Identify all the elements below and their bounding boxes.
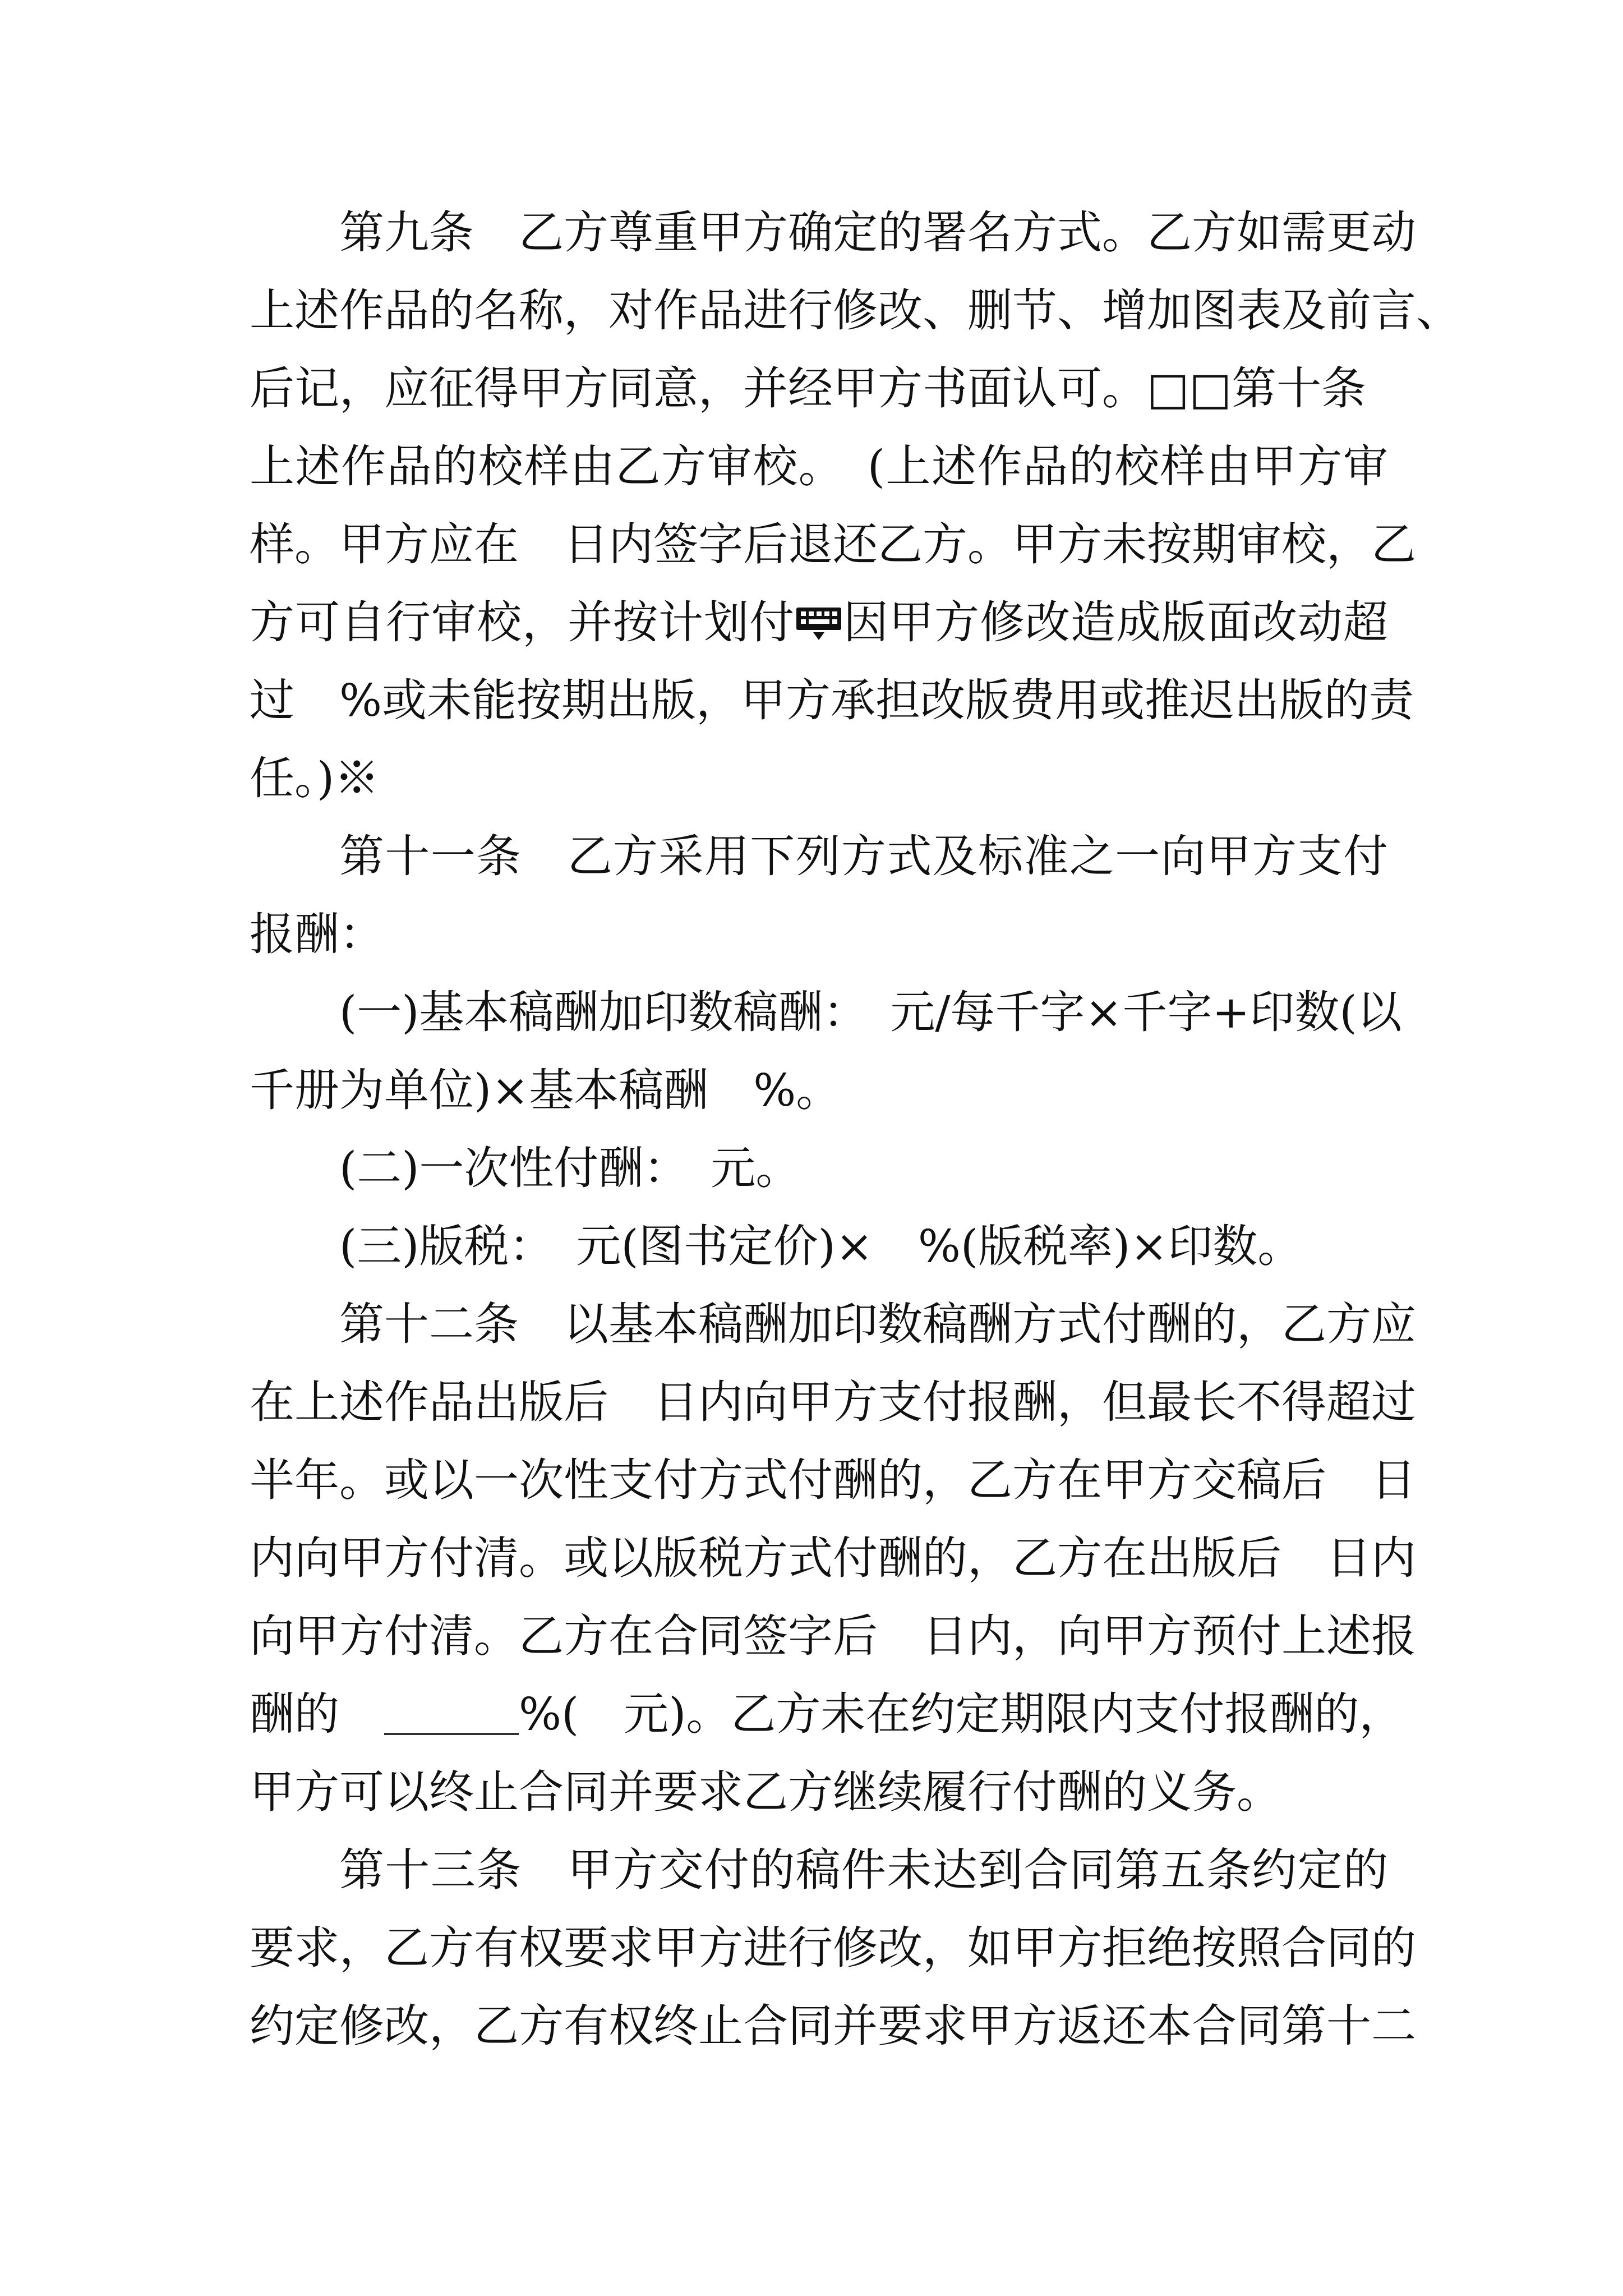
text-line: 甲方可以终止合同并要求乙方继续履行付酬的义务。 [250, 1766, 1281, 1818]
text-segment: 方可自行审校，并按计划付 [250, 596, 795, 648]
text-line: 第九条 乙方尊重甲方确定的署名方式。乙方如需更动 [339, 206, 1416, 259]
text-line: 样。甲方应在 日内签字后退还乙方。甲方未按期审校，乙 [250, 518, 1416, 570]
document-page [250, 194, 1461, 2065]
text-line: 要求，乙方有权要求甲方进行修改，如甲方拒绝按照合同的 [250, 1922, 1416, 1974]
text-line: 第十三条 甲方交付的稿件未达到合同第五条约定的 [339, 1844, 1388, 1896]
text-line: 过 %或未能按期出版，甲方承担改版费用或推迟出版的责 [250, 674, 1414, 726]
text-line: 后记，应征得甲方同意，并经甲方书面认可。□□第十条 [250, 362, 1367, 415]
text-line: 内向甲方付清。或以版税方式付酬的，乙方在出版后 日内 [250, 1532, 1416, 1584]
text-line: 向甲方付清。乙方在合同签字后 日内，向甲方预付上述报 [250, 1610, 1416, 1662]
text-line: 半年。或以一次性支付方式付酬的，乙方在甲方交稿后 日 [250, 1454, 1416, 1506]
text-line: 千册为单位)×基本稿酬 %。 [250, 1064, 841, 1116]
text-line: 第十一条 乙方采用下列方式及标准之一向甲方支付 [339, 830, 1388, 882]
text-segment: 因甲方修改造成版面改动超 [843, 596, 1388, 648]
text-line: (一)基本稿酬加印数稿酬： 元/每千字×千字+印数(以 [339, 986, 1402, 1038]
text-line: 报酬： [250, 908, 384, 960]
text-line: 上述作品的校样由乙方审校。 (上述作品的校样由甲方审 [250, 440, 1388, 493]
text-line: 在上述作品出版后 日内向甲方支付报酬，但最长不得超过 [250, 1376, 1416, 1428]
text-line: 第十二条 以基本稿酬加印数稿酬方式付酬的，乙方应 [339, 1298, 1416, 1350]
text-line: (二)一次性付酬： 元。 [339, 1142, 801, 1194]
text-line-with-icon [250, 583, 1388, 661]
text-line: 任。)※ [250, 752, 380, 804]
text-line: 约定修改，乙方有权终止合同并要求甲方返还本合同第十二 [250, 2000, 1416, 2052]
text-line: 上述作品的名称，对作品进行修改、删节、增加图表及前言、 [250, 284, 1461, 337]
text-line: (三)版税： 元(图书定价)× %(版税率)×印数。 [339, 1220, 1303, 1272]
input-method-keyboard-icon [795, 606, 843, 641]
text-line: 酬的 ＿＿＿%( 元)。乙方未在约定期限内支付报酬的， [250, 1688, 1404, 1740]
